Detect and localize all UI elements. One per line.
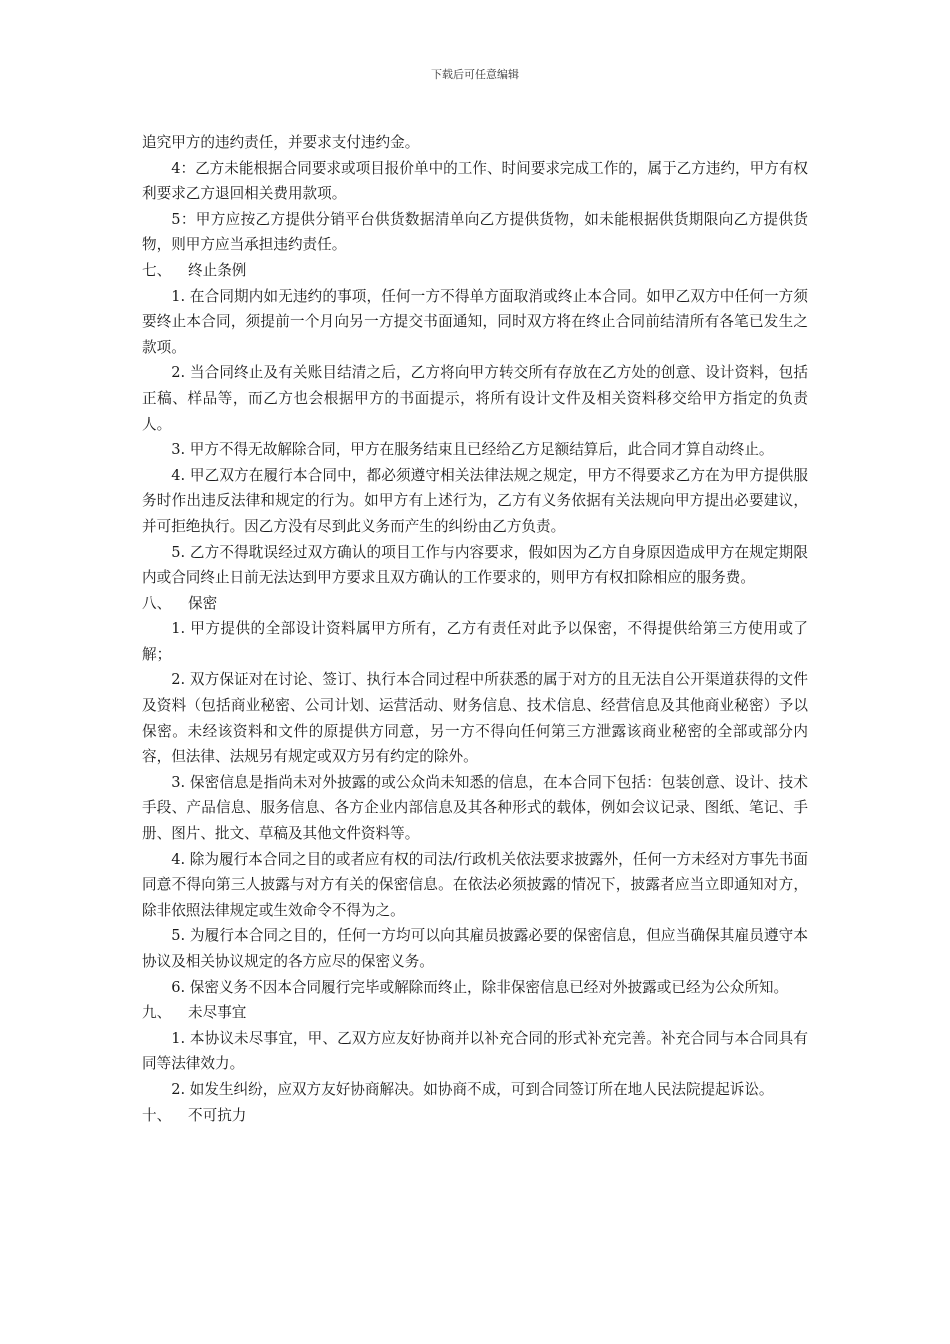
- section-number: 七、: [142, 261, 172, 279]
- section-title: 保密: [188, 594, 218, 612]
- document-body: [142, 130, 808, 1128]
- section-heading: [142, 258, 808, 284]
- section-number: 九、: [142, 1004, 172, 1022]
- paragraph: 3. 甲方不得无故解除合同，甲方在服务结束且已经给乙方足额结算后，此合同才算自动终止。: [171, 441, 774, 459]
- paragraph: 5：甲方应按乙方提供分销平台供货数据清单向乙方提供货物，如未能根据供货期限向乙方提供货物，则甲方应当承担违约责任。: [142, 210, 808, 254]
- paragraph: 5. 为履行本合同之目的，任何一方均可以向其雇员披露必要的保密信息，但应当确保其雇员遵守本协议及相关协议规定的各方应尽的保密义务。: [142, 927, 808, 970]
- paragraph: 6. 保密义务不因本合同履行完毕或解除而终止，除非保密信息已经对外披露或已经为公众所知。: [171, 978, 789, 996]
- section-number: 八、: [142, 594, 172, 612]
- paragraph: 2. 当合同终止及有关账目结清之后，乙方将向甲方转交所有存放在乙方处的创意、设计资料，包括正稿、样品等，而乙方也会根据甲方的书面提示，将所有设计文件及相关资料移交给甲方指定的负责人。: [142, 364, 808, 433]
- section-title: 不可抗力: [188, 1106, 247, 1124]
- paragraph: 1. 本协议未尽事宜，甲、乙双方应友好协商并以补充合同的形式补充完善。补充合同与本合同具有同等法律效力。: [142, 1029, 808, 1073]
- paragraph: 4. 甲乙双方在履行本合同中，都必须遵守相关法律法规之规定，甲方不得要求乙方在为甲方提供服务时作出违反法律和规定的行为。如甲方有上述行为，乙方有义务依据有关法规向甲方提出必要建议，并可拒绝执行。因乙方没有尽到此义务而产生的纠纷由乙方负责。: [142, 466, 808, 535]
- paragraph: 4. 除为履行本合同之目的或者应有权的司法/行政机关依法要求披露外，任何一方未经对方事先书面同意不得向第三人披露与对方有关的保密信息。在依法必须披露的情况下，披露者应当立即通知对方，除非依照法律规定或生效命令不得为之。: [142, 850, 808, 919]
- section-number: 十、: [142, 1106, 172, 1124]
- section-heading: [142, 1000, 808, 1026]
- paragraph: 4：乙方未能根据合同要求或项目报价单中的工作、时间要求完成工作的，属于乙方违约，甲方有权利要求乙方退回相关费用款项。: [142, 159, 809, 203]
- paragraph: 追究甲方的违约责任，并要求支付违约金。: [142, 134, 420, 151]
- section-title: 终止条例: [188, 261, 247, 279]
- paragraph: 5. 乙方不得耽误经过双方确认的项目工作与内容要求，假如因为乙方自身原因造成甲方在规定期限内或合同终止日前无法达到甲方要求且双方确认的工作要求的，则甲方有权扣除相应的服务费。: [142, 543, 808, 587]
- section-title: 未尽事宜: [188, 1004, 247, 1022]
- section-heading: [142, 1103, 808, 1129]
- paragraph: 2. 如发生纠纷，应双方友好协商解决。如协商不成，可到合同签订所在地人民法院提起诉讼。: [171, 1080, 774, 1098]
- paragraph: 3. 保密信息是指尚未对外披露的或公众尚未知悉的信息，在本合同下包括：包装创意、设计、技术手段、产品信息、服务信息、各方企业内部信息及其各种形式的载体，例如会议记录、图纸、笔记、手册、图片、批文、草稿及其他文件资料等。: [142, 773, 808, 843]
- page-header: 下载后可任意编辑: [431, 68, 519, 81]
- paragraph: 1. 在合同期内如无违约的事项，任何一方不得单方面取消或终止本合同。如甲乙双方中任何一方须要终止本合同，须提前一个月向另一方提交书面通知，同时双方将在终止合同前结清所有各笔已发生之款项。: [142, 287, 808, 356]
- paragraph: 1. 甲方提供的全部设计资料属甲方所有，乙方有责任对此予以保密，不得提供给第三方使用或了解；: [142, 620, 808, 663]
- paragraph: 2. 双方保证对在讨论、签订、执行本合同过程中所获悉的属于对方的且无法自公开渠道获得的文件及资料（包括商业秘密、公司计划、运营活动、财务信息、技术信息、经营信息及其他商业秘密）予以保密。未经该资料和文件的原提供方同意，另一方不得向任何第三方泄露该商业秘密的全部或部分内容，但法律、法规另有规定或双方另有约定的除外。: [142, 671, 808, 766]
- section-heading: [142, 591, 808, 617]
